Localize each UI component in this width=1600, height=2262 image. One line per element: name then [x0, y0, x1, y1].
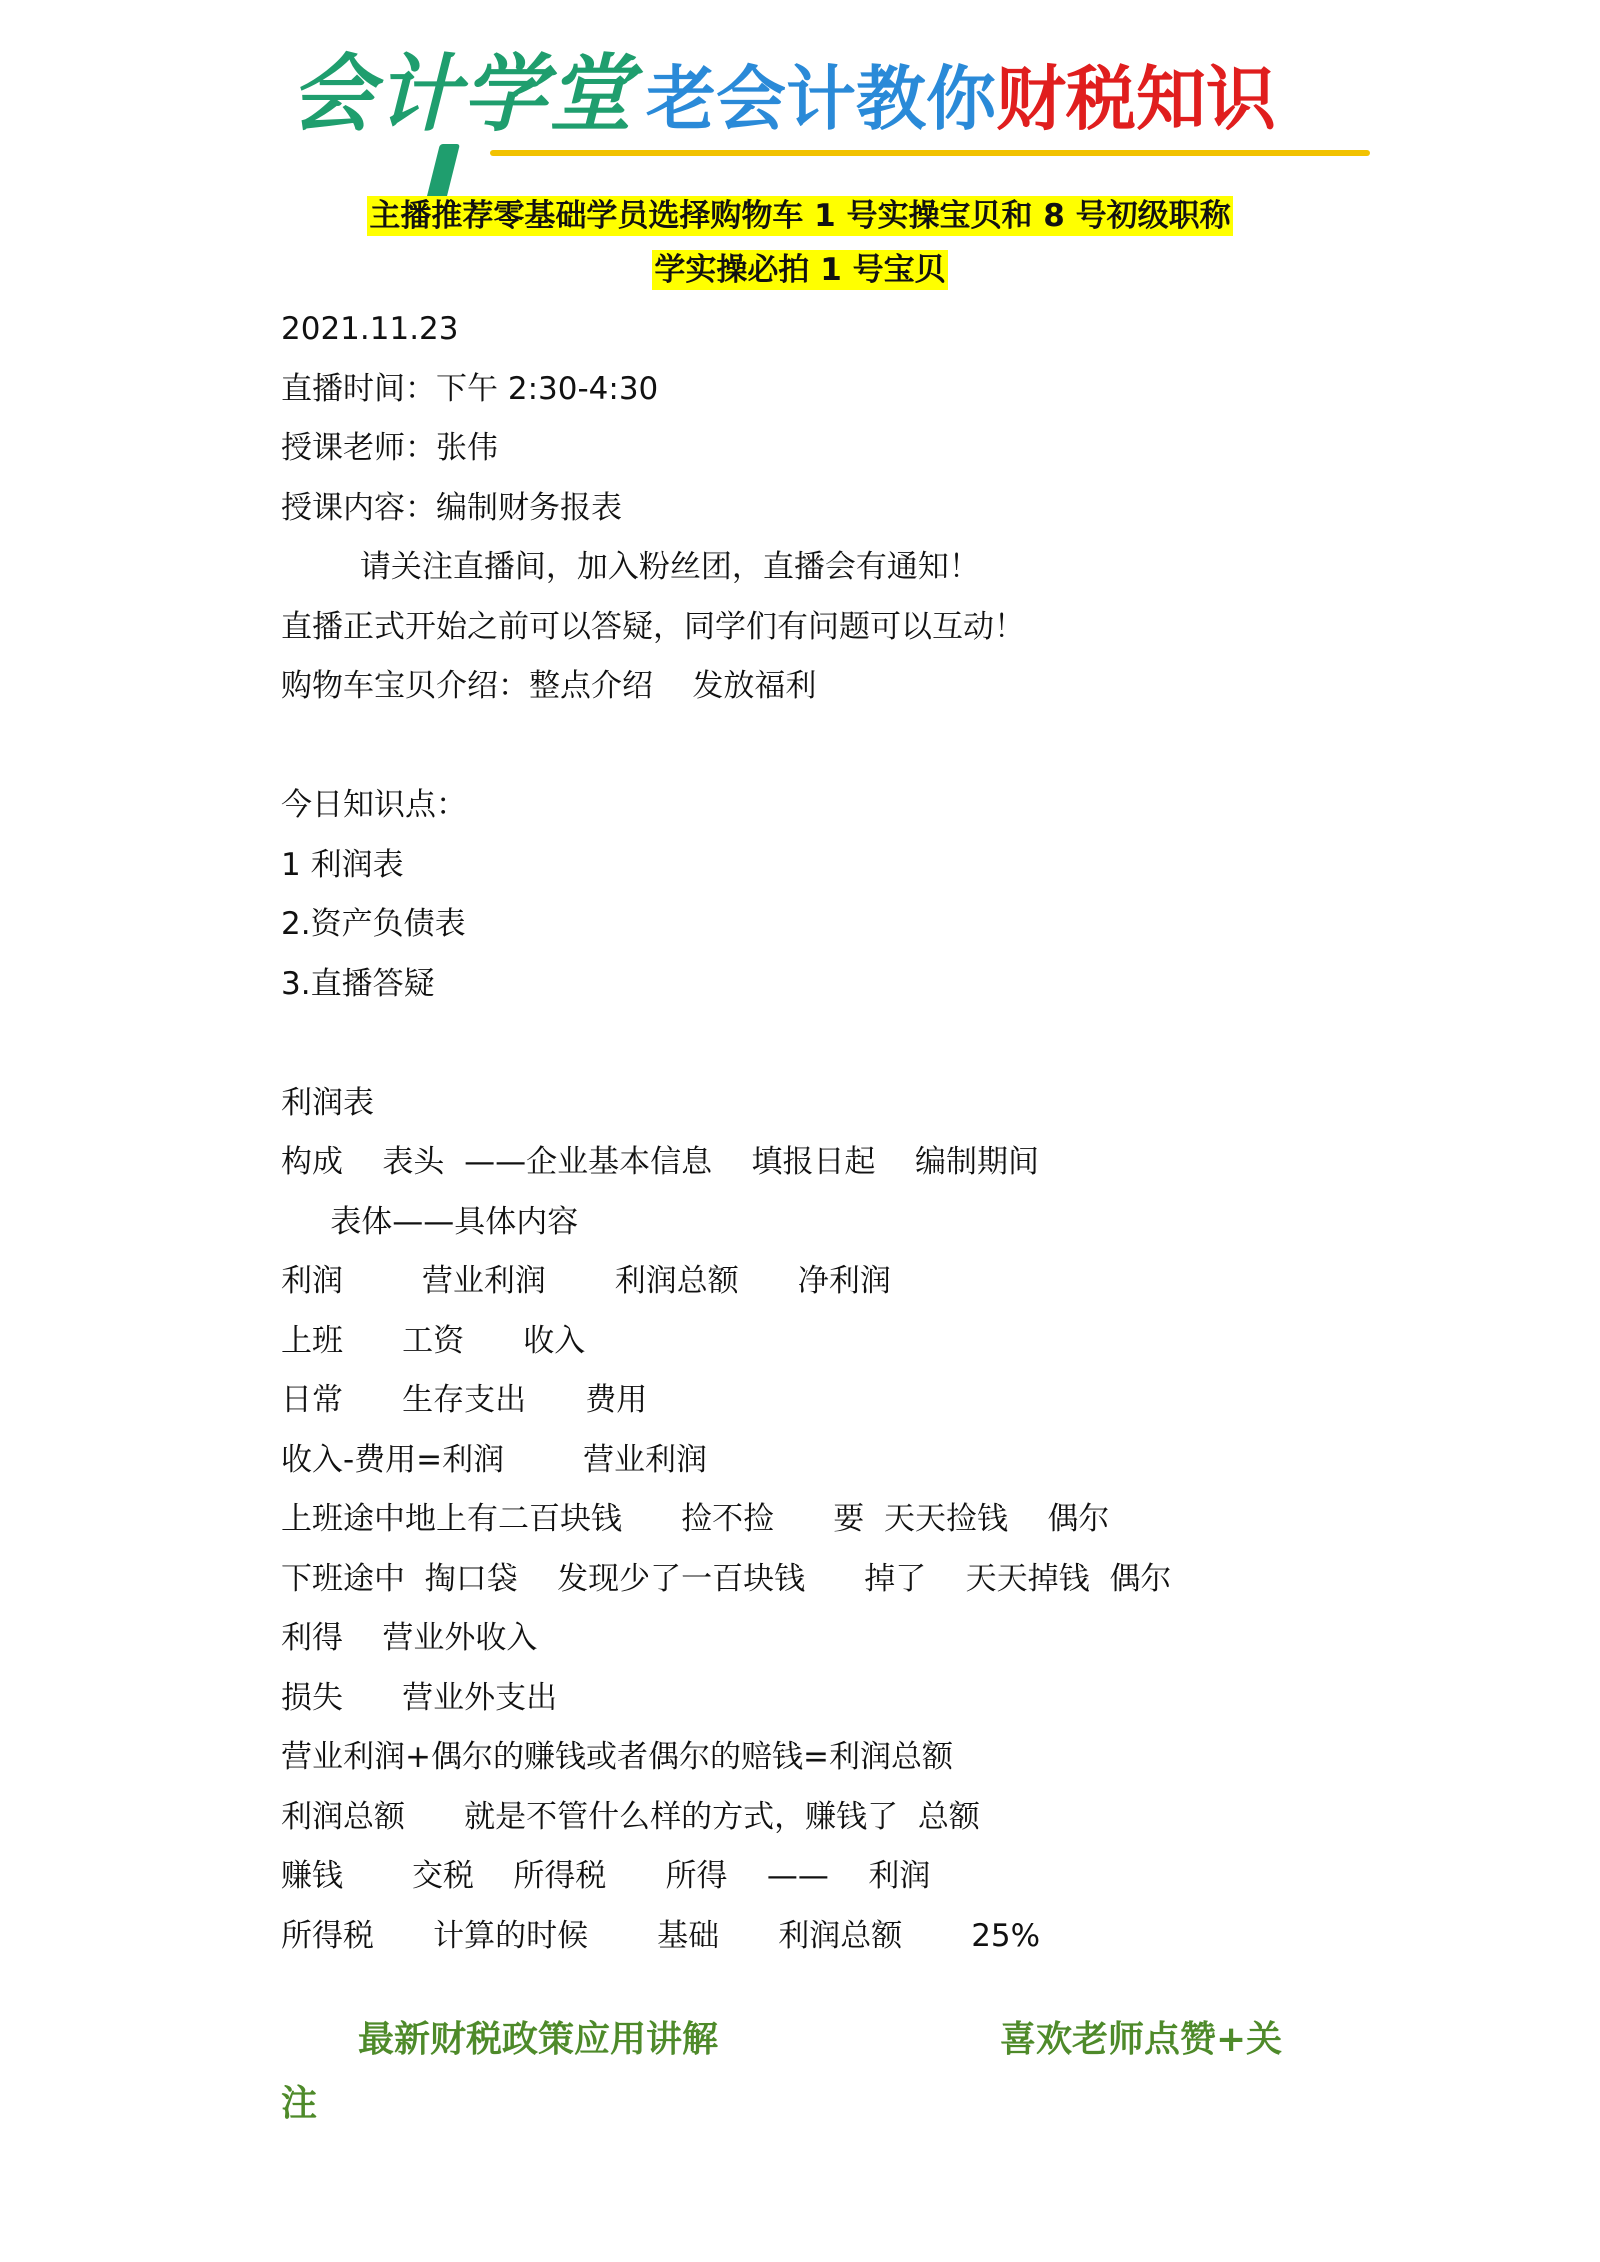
banner-highlight: 财税知识 — [996, 58, 1277, 140]
note-line: 日常 生存支出 费用 — [281, 1382, 648, 1418]
headline-line-1: 主播推荐零基础学员选择购物车 1 号实操宝贝和 8 号初级职称 — [369, 198, 1231, 234]
headline-line-2: 学实操必拍 1 号宝贝 — [654, 252, 946, 288]
teacher-line: 授课老师：张伟 — [281, 430, 498, 466]
logo-underline — [490, 150, 1370, 156]
note-line: 构成 表头 ——企业基本信息 填报日起 编制期间 — [281, 1144, 1039, 1180]
note-line: 利润 营业利润 利润总额 净利润 — [281, 1263, 891, 1299]
note-line: 赚钱 交税 所得税 所得 —— 利润 — [281, 1858, 931, 1894]
note-line: 表体——具体内容 — [281, 1204, 579, 1240]
note-line: 营业利润+偶尔的赚钱或者偶尔的赔钱=利润总额 — [281, 1739, 953, 1775]
footer-like-text: 喜欢老师点赞+关 — [1000, 2019, 1283, 2060]
note-line: 收入-费用=利润 营业利润 — [281, 1442, 707, 1478]
section-title: 利润表 — [281, 1085, 374, 1121]
footer-policy-text: 最新财税政策应用讲解 — [358, 2019, 719, 2060]
banner-brand: 会计学堂 — [290, 45, 635, 143]
cart-intro-line: 购物车宝贝介绍：整点介绍 发放福利 — [281, 668, 817, 704]
note-line: 上班 工资 收入 — [281, 1323, 586, 1359]
footer-wrap-text: 注 — [281, 2083, 318, 2124]
knowledge-item-2: 2.资产负债表 — [281, 906, 466, 942]
follow-notice-line: 请关注直播间，加入粉丝团，直播会有通知！ — [281, 549, 980, 585]
date-line: 2021.11.23 — [281, 311, 459, 347]
note-line: 下班途中 掏口袋 发现少了一百块钱 掉了 天天掉钱 偶尔 — [281, 1561, 1172, 1597]
banner-logo — [290, 45, 1370, 170]
note-line: 损失 营业外支出 — [281, 1680, 558, 1716]
content-line: 授课内容：编制财务报表 — [281, 490, 622, 526]
live-time-line: 直播时间：下午 2:30-4:30 — [281, 371, 659, 407]
qa-notice-line: 直播正式开始之前可以答疑，同学们有问题可以互动！ — [281, 609, 1025, 645]
note-line: 上班途中地上有二百块钱 捡不捡 要 天天捡钱 偶尔 — [281, 1501, 1110, 1537]
knowledge-heading: 今日知识点： — [281, 787, 467, 823]
banner-middle: 老会计教你 — [646, 58, 997, 140]
knowledge-item-1: 1 利润表 — [281, 847, 404, 883]
note-line: 利得 营业外收入 — [281, 1620, 538, 1656]
banner-title — [290, 45, 1277, 143]
knowledge-item-3: 3.直播答疑 — [281, 966, 435, 1002]
note-line: 所得税 计算的时候 基础 利润总额 25% — [281, 1918, 1041, 1954]
note-line: 利润总额 就是不管什么样的方式，赚钱了 总额 — [281, 1799, 980, 1835]
